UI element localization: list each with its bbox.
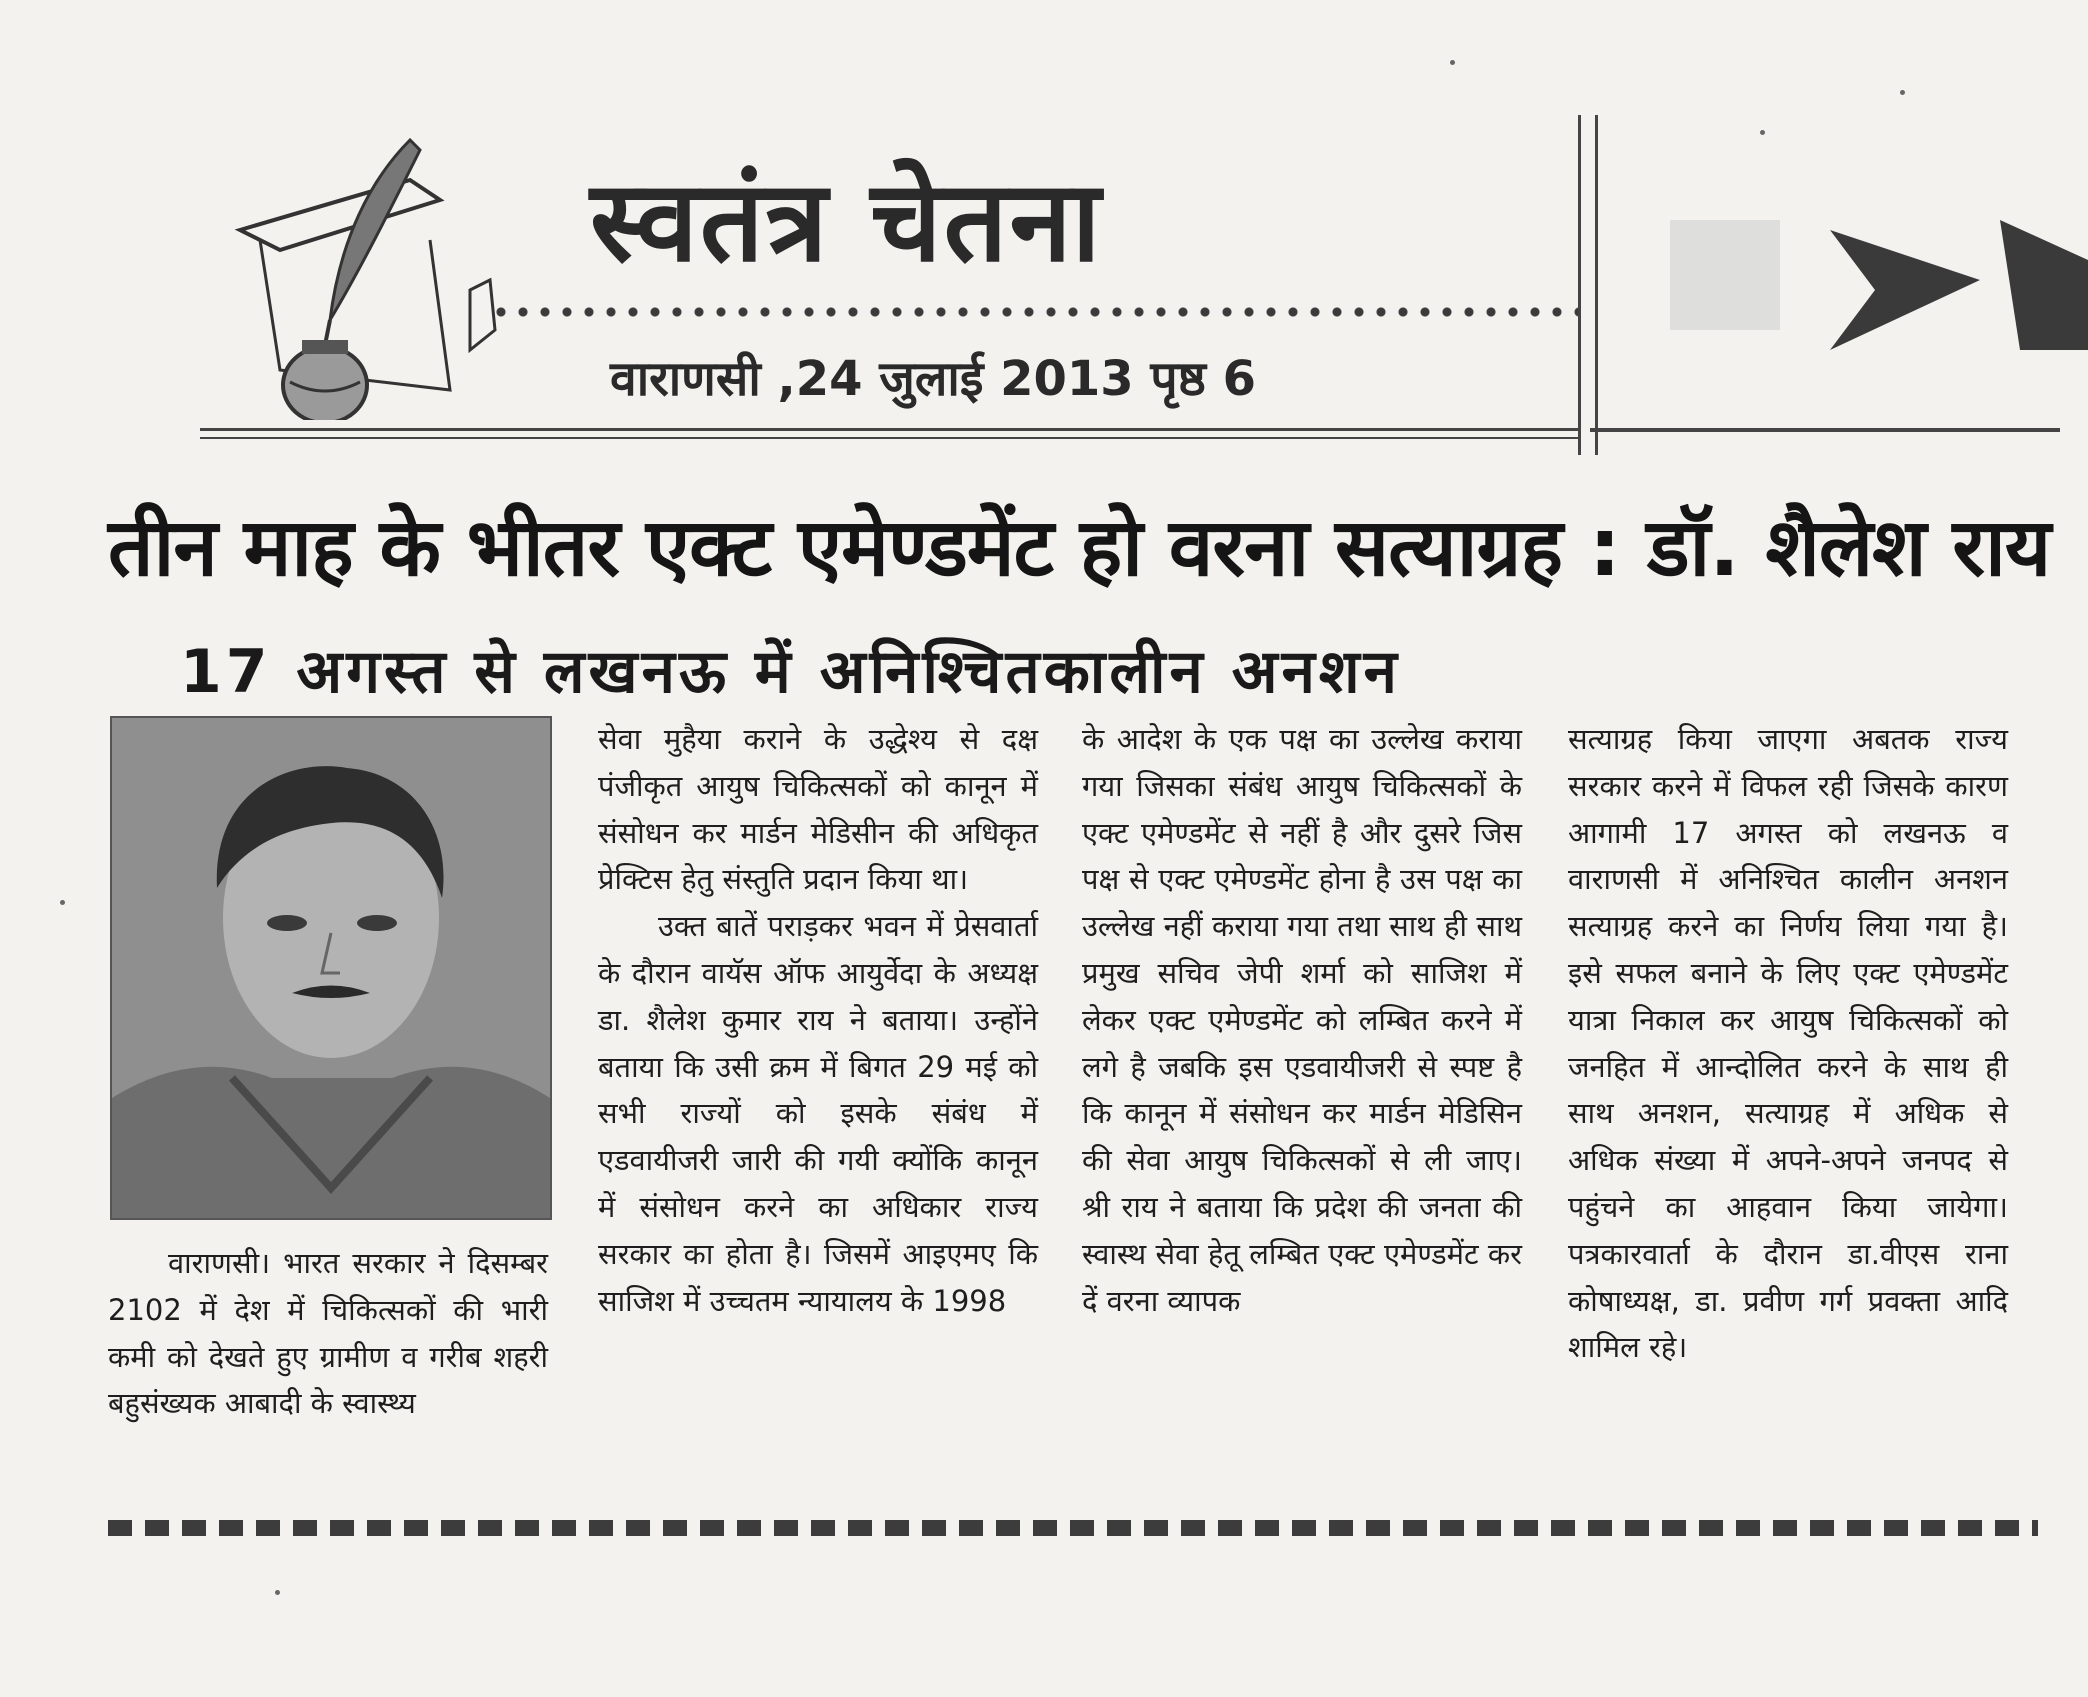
print-speck bbox=[1450, 60, 1455, 65]
dateline: वाराणसी ,24 जुलाई 2013 पृष्ठ 6 bbox=[610, 351, 1257, 407]
article-column-1 bbox=[108, 1240, 548, 1427]
column-2-paragraph-2: उक्त बातें पराड़कर भवन में प्रेसवार्ता के दौरान वायॅस ऑफ आयुर्वेदा के अध्यक्ष डा. शैलेश कुमार राय ने बताया। उन्होंने बताया कि उसी क्रम में बिगत 29 मई को सभी राज्यों को इसके संबंध में एडवायीजरी जारी की गयी क्योंकि कानून में संसोधन करने का अधिकार राज्य सरकार का होता है। जिसमें आइएमए कि साजिश में उच्चतम न्यायालय के 1998 bbox=[598, 909, 1038, 1318]
column-3-text: के आदेश के एक पक्ष का उल्लेख कराया गया जिसका संबंध आयुष चिकित्सकों के एक्ट एमेण्डमेंट से नहीं है और दुसरे जिस पक्ष से एक्ट एमेण्डमेंट होना है उस पक्ष का उल्लेख नहीं कराया गया तथा साथ ही साथ प्रमुख सचिव जेपी शर्मा को साजिश में लेकर एक्ट एमेण्डमेंट को लम्बित करने में लगे है जबकि इस एडवायीजरी से स्पष्ट है कि कानून में संसोधन कर मार्डन मेडिसिन की सेवा आयुष चिकित्सकों से ली जाए। श्री राय ने बताया कि प्रदेश की जनता की स्वास्थ सेवा हेतू लम्बित एक्ट एमेण्डमेंट कर दें वरना व्यापक bbox=[1082, 722, 1522, 1318]
quill-inkpot-logo-icon bbox=[220, 120, 500, 420]
article-column-2 bbox=[598, 716, 1038, 1324]
article-headline: तीन माह के भीतर एक्ट एमेण्डमेंट हो वरना सत्याग्रह : डॉ. शैलेश राय bbox=[108, 501, 2051, 594]
masthead bbox=[200, 110, 1590, 450]
side-rule bbox=[1590, 428, 2060, 432]
article-subheadline: 17 अगस्त से लखनऊ में अनिश्चितकालीन अनशन bbox=[180, 637, 1401, 707]
column-divider bbox=[1578, 115, 1598, 455]
print-speck bbox=[1900, 90, 1905, 95]
article-column-3 bbox=[1082, 716, 1522, 1324]
bottom-dashed-rule bbox=[108, 1520, 2038, 1536]
article-column-4 bbox=[1568, 716, 2008, 1371]
column-1-text: वाराणसी। भारत सरकार ने दिसम्बर 2102 में देश में चिकित्सकों की भारी कमी को देखते हुए ग्रामीण व गरीब शहरी बहुसंख्यक आबादी के स्वास्थ्य bbox=[108, 1246, 548, 1421]
dotted-divider bbox=[490, 302, 1580, 322]
arrow-graphic-icon bbox=[1600, 220, 2088, 450]
column-2-paragraph-1: सेवा मुहैया कराने के उद्धेश्य से दक्ष पंजीकृत आयुष चिकित्सकों को कानून में संसोधन कर मार्डन मेडिसीन की अधिकृत प्रेक्टिस हेतु संस्तुति प्रदान किया था। bbox=[598, 722, 1038, 897]
column-4-text: सत्याग्रह किया जाएगा अबतक राज्य सरकार करने में विफल रही जिसके कारण आगामी 17 अगस्त को लखनऊ व वाराणसी में अनिश्चित कालीन अनशन सत्याग्रह करने का निर्णय लिया गया है। इसे सफल बनाने के लिए एक्ट एमेण्डमेंट यात्रा निकाल कर आयुष चिकित्सकों को जनहित में आन्दोलित करने के साथ ही साथ अनशन, सत्याग्रह में अधिक से अधिक संख्या में अपने-अपने जनपद से पहुंचने का आहवान किया जायेगा। पत्रकारवार्ता के दौरान डा.वीएस राना कोषाध्यक्ष, डा. प्रवीण गर्ग प्रवक्ता आदि शामिल रहे। bbox=[1568, 722, 2008, 1365]
print-speck bbox=[275, 1590, 280, 1595]
newspaper-title: स्वतंत्र चेतना bbox=[590, 157, 1103, 287]
print-speck bbox=[1760, 130, 1765, 135]
masthead-rule bbox=[200, 428, 1580, 439]
portrait-photo bbox=[110, 716, 552, 1220]
print-speck bbox=[60, 900, 65, 905]
